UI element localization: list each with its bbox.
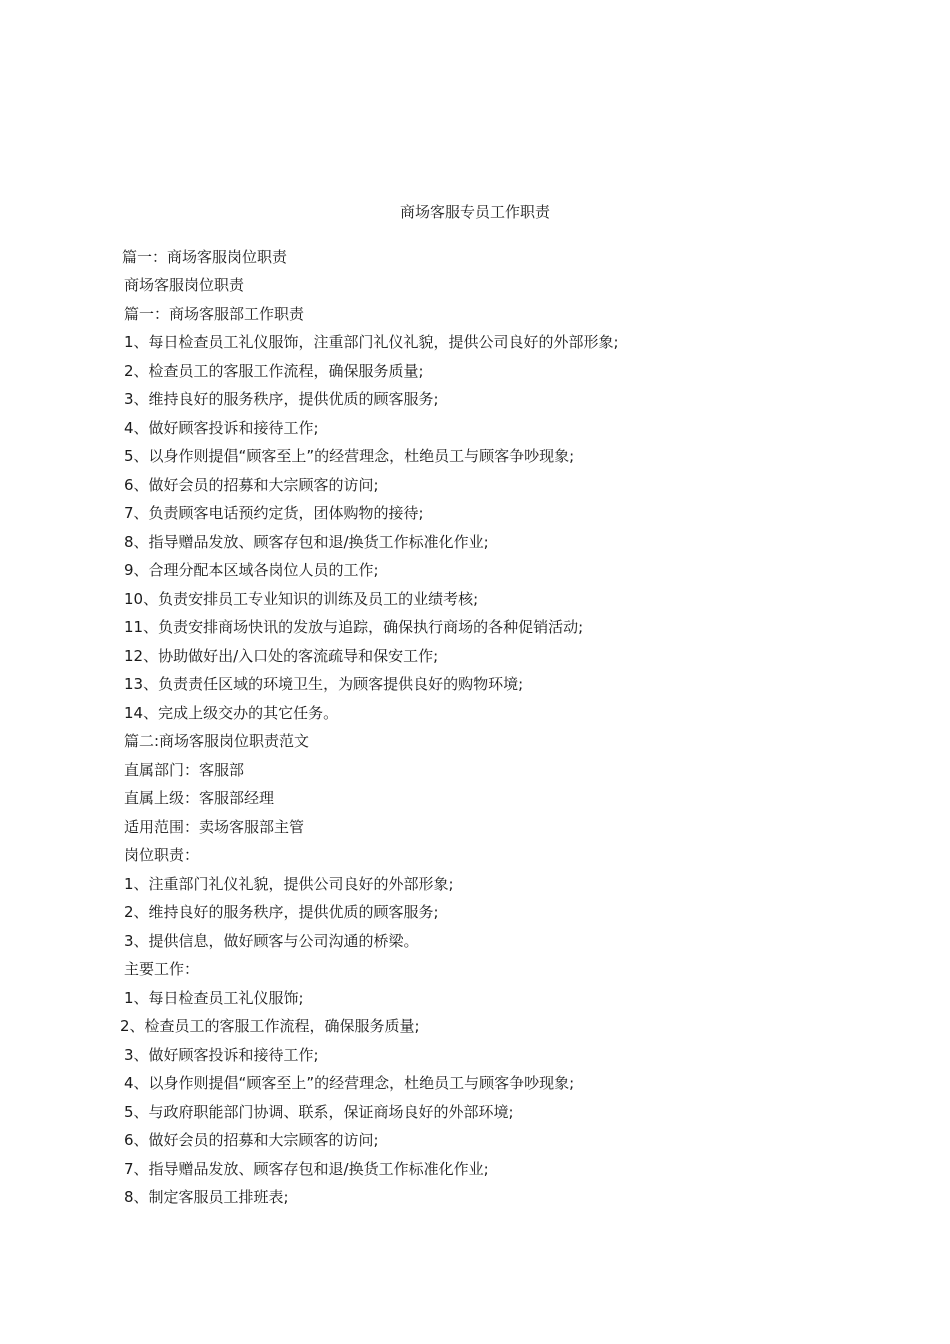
list-item: 5、与政府职能部门协调、联系，保证商场良好的外部环境; [124, 1103, 514, 1121]
list-item: 14、完成上级交办的其它任务。 [124, 704, 339, 722]
list-item: 12、协助做好出/入口处的客流疏导和保安工作; [124, 647, 439, 665]
list-item: 4、做好顾客投诉和接待工作; [124, 419, 319, 437]
list-item: 9、合理分配本区域各岗位人员的工作; [124, 561, 379, 579]
list-item: 3、提供信息，做好顾客与公司沟通的桥梁。 [124, 932, 419, 950]
list-item: 1、注重部门礼仪礼貌，提供公司良好的外部形象; [124, 875, 454, 893]
field-department: 直属部门：客服部 [124, 761, 245, 779]
heading-part-two: 篇二:商场客服岗位职责范文 [124, 732, 310, 750]
list-item: 3、做好顾客投诉和接待工作; [124, 1046, 319, 1064]
list-item: 2、检查员工的客服工作流程，确保服务质量; [120, 1017, 420, 1035]
list-item: 7、指导赠品发放、顾客存包和退/换货工作标准化作业; [124, 1160, 489, 1178]
document-title: 商场客服专员工作职责 [399, 203, 550, 221]
list-item: 3、维持良好的服务秩序，提供优质的顾客服务; [124, 390, 439, 408]
list-item: 8、制定客服员工排班表; [124, 1188, 289, 1206]
list-item: 8、指导赠品发放、顾客存包和退/换货工作标准化作业; [124, 533, 489, 551]
subheading-post-duties: 商场客服岗位职责 [124, 276, 245, 294]
list-item: 10、负责安排员工专业知识的训练及员工的业绩考核; [124, 590, 479, 608]
list-item: 2、检查员工的客服工作流程，确保服务质量; [124, 362, 424, 380]
heading-main-work: 主要工作： [124, 960, 200, 978]
list-item: 6、做好会员的招募和大宗顾客的访问; [124, 1131, 379, 1149]
list-item: 2、维持良好的服务秩序，提供优质的顾客服务; [124, 903, 439, 921]
list-item: 4、以身作则提倡“顾客至上”的经营理念，杜绝员工与顾客争吵现象; [124, 1074, 575, 1092]
heading-part-one: 篇一：商场客服岗位职责 [122, 248, 288, 266]
list-item: 11、负责安排商场快讯的发放与追踪，确保执行商场的各种促销活动; [124, 618, 584, 636]
list-item: 1、每日检查员工礼仪服饰，注重部门礼仪礼貌，提供公司良好的外部形象; [124, 333, 619, 351]
heading-department-duties: 篇一：商场客服部工作职责 [124, 305, 305, 323]
list-item: 13、负责责任区域的环境卫生，为顾客提供良好的购物环境; [124, 675, 524, 693]
heading-post-duties: 岗位职责： [124, 846, 200, 864]
field-supervisor: 直属上级：客服部经理 [124, 789, 275, 807]
list-item: 7、负责顾客电话预约定货，团体购物的接待; [124, 504, 424, 522]
list-item: 1、每日检查员工礼仪服饰; [124, 989, 304, 1007]
list-item: 6、做好会员的招募和大宗顾客的访问; [124, 476, 379, 494]
field-scope: 适用范围：卖场客服部主管 [124, 818, 305, 836]
list-item: 5、以身作则提倡“顾客至上”的经营理念，杜绝员工与顾客争吵现象; [124, 447, 575, 465]
